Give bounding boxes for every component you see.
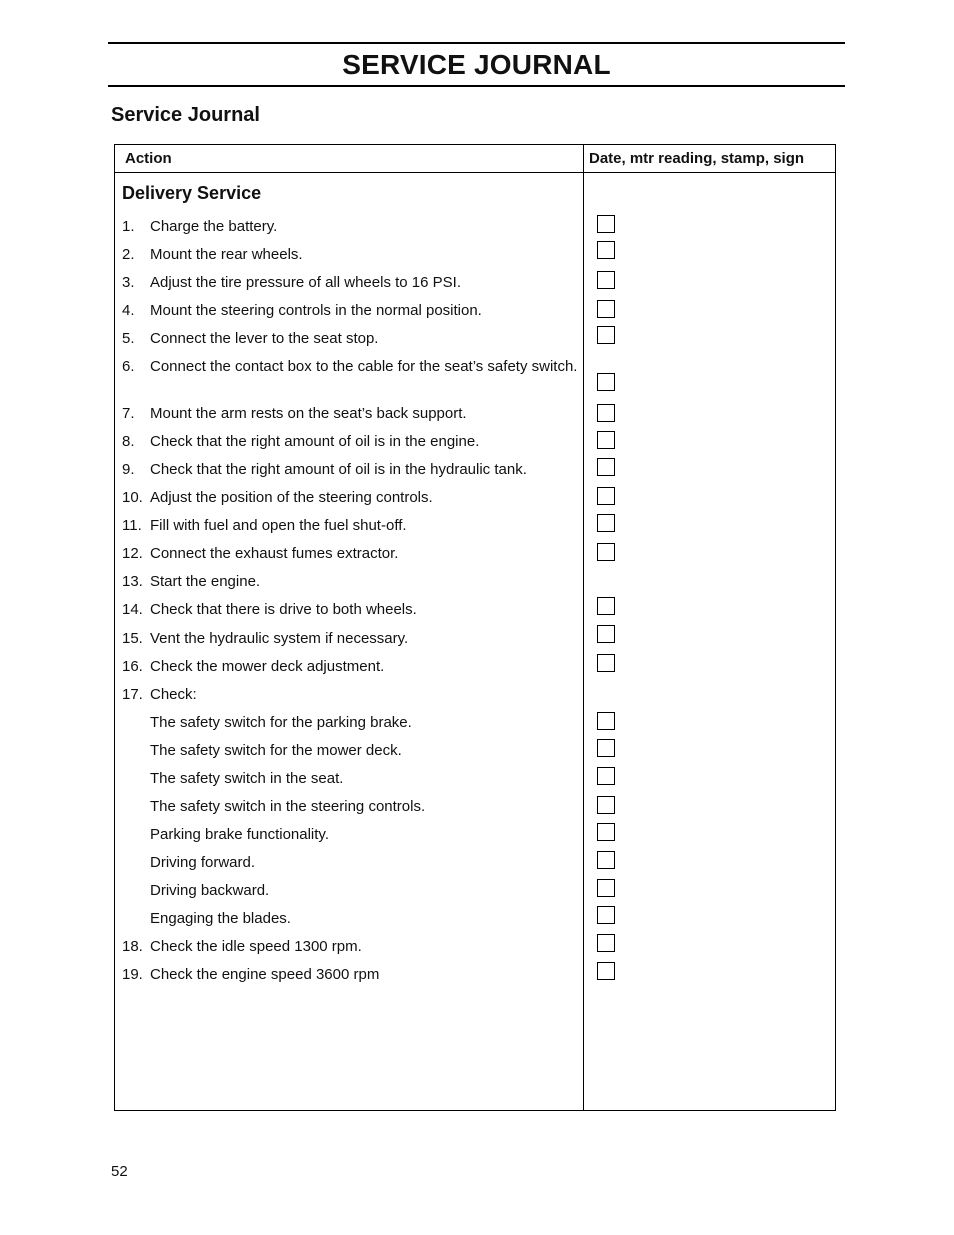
checkbox[interactable] <box>597 739 615 757</box>
item-number: 17. <box>122 686 143 703</box>
checkbox[interactable] <box>597 514 615 532</box>
checkbox[interactable] <box>597 906 615 924</box>
item-number: 13. <box>122 573 143 590</box>
section-heading: Service Journal <box>111 104 260 126</box>
item-text: Mount the steering controls in the normal position. <box>150 302 482 319</box>
item-text: Fill with fuel and open the fuel shut-off. <box>150 517 407 534</box>
checkbox[interactable] <box>597 404 615 422</box>
checkbox[interactable] <box>597 373 615 391</box>
item-text: Connect the exhaust fumes extractor. <box>150 545 399 562</box>
item-text: The safety switch in the steering controls. <box>150 798 426 815</box>
item-text: Mount the arm rests on the seat’s back support. <box>150 405 467 422</box>
item-text: Start the engine. <box>150 573 261 590</box>
checkbox[interactable] <box>597 431 615 449</box>
item-text: Mount the rear wheels. <box>150 246 303 263</box>
table-header-row <box>115 145 835 173</box>
page-title-bar <box>108 42 845 87</box>
checkbox[interactable] <box>597 796 615 814</box>
item-text: Adjust the tire pressure of all wheels to 16 PSI. <box>150 274 461 291</box>
item-number: 5. <box>122 330 135 347</box>
item-number: 9. <box>122 461 135 478</box>
item-number: 2. <box>122 246 135 263</box>
item-number: 18. <box>122 938 143 955</box>
item-text: Check that there is drive to both wheels. <box>150 601 417 618</box>
item-text: Adjust the position of the steering controls. <box>150 489 433 506</box>
item-number: 10. <box>122 489 143 506</box>
item-text: The safety switch for the mower deck. <box>150 742 402 759</box>
item-number: 11. <box>122 517 142 534</box>
item-text: Driving forward. <box>150 854 256 871</box>
item-text: Check the idle speed 1300 rpm. <box>150 938 362 955</box>
item-text: Connect the lever to the seat stop. <box>150 330 379 347</box>
item-number: 8. <box>122 433 135 450</box>
checkbox[interactable] <box>597 241 615 259</box>
checkbox[interactable] <box>597 625 615 643</box>
service-journal-table <box>114 144 836 1111</box>
checkbox[interactable] <box>597 654 615 672</box>
item-text: Check that the right amount of oil is in the hydraulic tank. <box>150 461 527 478</box>
item-text: Check the mower deck adjustment. <box>150 658 385 675</box>
item-number: 3. <box>122 274 135 291</box>
item-text: Connect the contact box to the cable for the seat’s safety switch. <box>150 358 578 375</box>
checkbox[interactable] <box>597 767 615 785</box>
page-number: 52 <box>111 1163 128 1180</box>
item-number: 19. <box>122 966 143 983</box>
item-number: 1. <box>122 218 135 235</box>
checkbox[interactable] <box>597 326 615 344</box>
item-number: 14. <box>122 601 143 618</box>
item-text: The safety switch in the seat. <box>150 770 344 787</box>
checkbox[interactable] <box>597 487 615 505</box>
column-header-action: Action <box>125 150 172 167</box>
item-text: Engaging the blades. <box>150 910 291 927</box>
item-number: 7. <box>122 405 135 422</box>
checkbox[interactable] <box>597 215 615 233</box>
column-header-date: Date, mtr reading, stamp, sign <box>589 150 805 167</box>
checkbox[interactable] <box>597 879 615 897</box>
checkbox[interactable] <box>597 458 615 476</box>
item-text: Check the engine speed 3600 rpm <box>150 966 380 983</box>
checkbox[interactable] <box>597 271 615 289</box>
item-number: 6. <box>122 358 135 375</box>
item-text: Charge the battery. <box>150 218 278 235</box>
page-title: SERVICE JOURNAL <box>342 49 611 80</box>
column-divider <box>583 145 584 1110</box>
item-text: Parking brake functionality. <box>150 826 329 843</box>
item-number: 15. <box>122 630 143 647</box>
checkbox[interactable] <box>597 851 615 869</box>
item-number: 16. <box>122 658 143 675</box>
group-heading: Delivery Service <box>122 183 262 203</box>
item-text: Driving backward. <box>150 882 270 899</box>
checkbox[interactable] <box>597 597 615 615</box>
checkbox[interactable] <box>597 823 615 841</box>
checkbox[interactable] <box>597 543 615 561</box>
item-number: 12. <box>122 545 143 562</box>
item-number: 4. <box>122 302 135 319</box>
item-text: The safety switch for the parking brake. <box>150 714 412 731</box>
checkbox[interactable] <box>597 962 615 980</box>
checkbox[interactable] <box>597 934 615 952</box>
item-text: Check: <box>150 686 197 703</box>
item-text: Check that the right amount of oil is in the engine. <box>150 433 480 450</box>
checkbox[interactable] <box>597 300 615 318</box>
checkbox[interactable] <box>597 712 615 730</box>
item-text: Vent the hydraulic system if necessary. <box>150 630 409 647</box>
